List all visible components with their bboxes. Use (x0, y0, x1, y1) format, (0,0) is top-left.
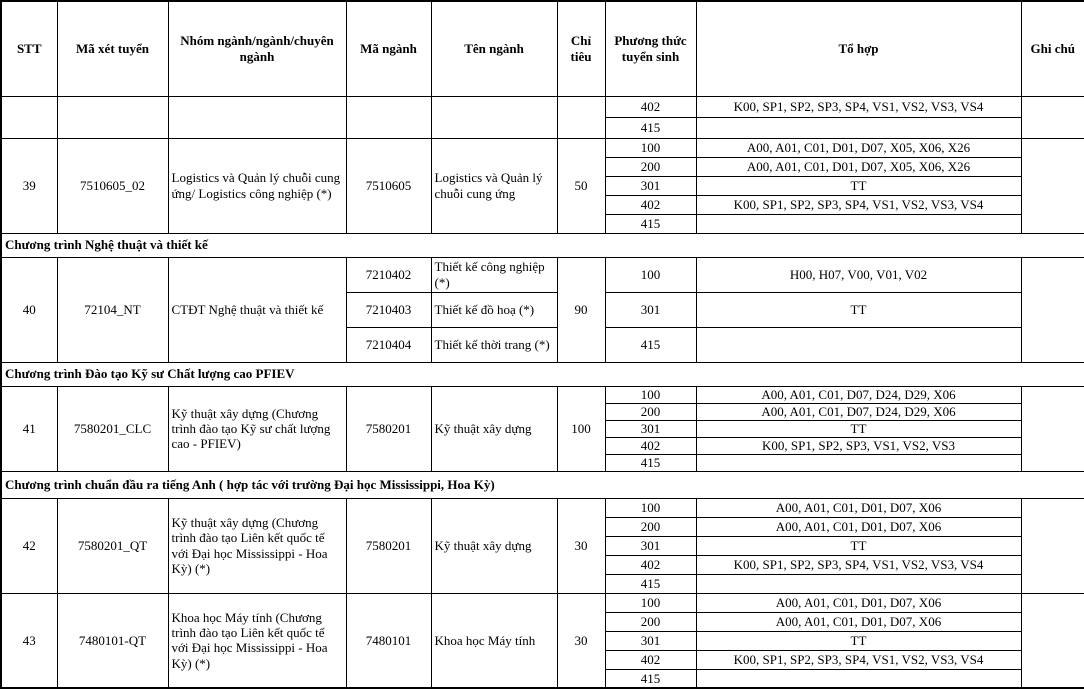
section-header-row (1, 471, 1084, 498)
cell-stt: 42 (1, 498, 57, 593)
cell-ten-nganh: Khoa học Máy tính (431, 593, 557, 688)
col-header-ma-xet-tuyen: Mã xét tuyển (57, 1, 168, 96)
cell-phuong-thuc: 402 (605, 96, 696, 117)
cell-ten-nganh-empty (431, 96, 557, 138)
cell-to-hop: A00, A01, C01, D01, D07, X06 (696, 517, 1021, 536)
col-header-ghi-chu: Ghi chú (1021, 1, 1084, 96)
cell-nhom-nganh: Khoa học Máy tính (Chương trình đào tạo Liên kết quốc tế với Đại học Mississippi - Hoa Kỳ) (*) (168, 593, 346, 688)
cell-to-hop: K00, SP1, SP2, SP3, SP4, VS1, VS2, VS3, VS4 (696, 650, 1021, 669)
section-header: Chương trình Nghệ thuật và thiết kế (1, 233, 1084, 257)
cell-to-hop (696, 454, 1021, 471)
cell-ghi-chu (1021, 498, 1084, 593)
cell-phuong-thuc: 100 (605, 386, 696, 403)
cell-nhom-nganh: Kỹ thuật xây dựng (Chương trình đào tạo Liên kết quốc tế với Đại học Mississippi - Hoa Kỳ) (*) (168, 498, 346, 593)
cell-phuong-thuc: 415 (605, 214, 696, 233)
cell-ghi-chu (1021, 593, 1084, 688)
cell-to-hop: K00, SP1, SP2, SP3, VS1, VS2, VS3 (696, 437, 1021, 454)
cell-to-hop: TT (696, 631, 1021, 650)
table-header-row (1, 1, 1084, 96)
cell-phuong-thuc: 200 (605, 403, 696, 420)
cell-stt: 43 (1, 593, 57, 688)
cell-phuong-thuc: 200 (605, 157, 696, 176)
cell-ma-xet-tuyen: 7480101-QT (57, 593, 168, 688)
table-row (1, 593, 1084, 612)
cell-phuong-thuc: 415 (605, 327, 696, 362)
cell-nhom-nganh: Kỹ thuật xây dựng (Chương trình đào tạo Kỹ sư chất lượng cao - PFIEV) (168, 386, 346, 471)
col-header-nhom-nganh: Nhóm ngành/ngành/chuyên ngành (168, 1, 346, 96)
cell-to-hop: TT (696, 420, 1021, 437)
cell-phuong-thuc: 100 (605, 138, 696, 157)
col-header-stt: STT (1, 1, 57, 96)
cell-to-hop: K00, SP1, SP2, SP3, SP4, VS1, VS2, VS3, VS4 (696, 555, 1021, 574)
cell-ma-nganh-empty (346, 96, 431, 138)
cell-phuong-thuc: 100 (605, 498, 696, 517)
cell-ma-xet-tuyen: 7580201_QT (57, 498, 168, 593)
table-row (1, 498, 1084, 517)
cell-ma-xet-tuyen: 7580201_CLC (57, 386, 168, 471)
table-row (1, 257, 1084, 292)
cell-to-hop: A00, A01, C01, D01, D07, X06 (696, 593, 1021, 612)
cell-ma-nganh: 7580201 (346, 498, 431, 593)
cell-ma-nganh: 7210403 (346, 292, 431, 327)
table-row (1, 138, 1084, 157)
cell-phuong-thuc: 301 (605, 536, 696, 555)
cell-ten-nganh: Thiết kế thời trang (*) (431, 327, 557, 362)
cell-phuong-thuc: 200 (605, 517, 696, 536)
cell-ma-nganh: 7210402 (346, 257, 431, 292)
cell-phuong-thuc: 415 (605, 117, 696, 138)
cell-chi-tieu-empty (557, 96, 605, 138)
table-row (1, 386, 1084, 403)
cell-ma-xet-tuyen-empty (57, 96, 168, 138)
cell-stt: 40 (1, 257, 57, 362)
cell-phuong-thuc: 402 (605, 650, 696, 669)
cell-to-hop: H00, H07, V00, V01, V02 (696, 257, 1021, 292)
cell-phuong-thuc: 415 (605, 454, 696, 471)
cell-ten-nganh: Kỹ thuật xây dựng (431, 498, 557, 593)
cell-ten-nganh: Logistics và Quản lý chuỗi cung ứng (431, 138, 557, 233)
cell-ghi-chu (1021, 96, 1084, 138)
cell-to-hop: A00, A01, C01, D01, D07, X05, X06, X26 (696, 157, 1021, 176)
section-header: Chương trình Đào tạo Kỹ sư Chất lượng cao PFIEV (1, 362, 1084, 386)
cell-phuong-thuc: 301 (605, 420, 696, 437)
cell-phuong-thuc: 200 (605, 612, 696, 631)
cell-to-hop (696, 117, 1021, 138)
cell-to-hop: A00, A01, C01, D07, D24, D29, X06 (696, 386, 1021, 403)
section-header: Chương trình chuẩn đầu ra tiếng Anh ( hợp tác với trường Đại học Mississippi, Hoa Kỳ) (1, 471, 1084, 498)
cell-phuong-thuc: 100 (605, 257, 696, 292)
cell-nhom-nganh: Logistics và Quản lý chuỗi cung ứng/ Logistics công nghiệp (*) (168, 138, 346, 233)
cell-to-hop: A00, A01, C01, D01, D07, X05, X06, X26 (696, 138, 1021, 157)
cell-to-hop: A00, A01, C01, D01, D07, X06 (696, 498, 1021, 517)
cell-phuong-thuc: 402 (605, 437, 696, 454)
col-header-to-hop: Tổ hợp (696, 1, 1021, 96)
cell-ma-nganh: 7510605 (346, 138, 431, 233)
cell-chi-tieu: 50 (557, 138, 605, 233)
cell-to-hop (696, 669, 1021, 688)
cell-stt: 39 (1, 138, 57, 233)
section-header-row (1, 233, 1084, 257)
cell-ghi-chu (1021, 138, 1084, 233)
cell-phuong-thuc: 100 (605, 593, 696, 612)
cell-ma-nganh: 7580201 (346, 386, 431, 471)
cell-phuong-thuc: 301 (605, 292, 696, 327)
cell-to-hop: TT (696, 176, 1021, 195)
cell-phuong-thuc: 415 (605, 574, 696, 593)
cell-to-hop: K00, SP1, SP2, SP3, SP4, VS1, VS2, VS3, VS4 (696, 96, 1021, 117)
cell-to-hop: A00, A01, C01, D07, D24, D29, X06 (696, 403, 1021, 420)
cell-phuong-thuc: 415 (605, 669, 696, 688)
cell-ten-nganh: Thiết kế công nghiệp (*) (431, 257, 557, 292)
cell-phuong-thuc: 301 (605, 176, 696, 195)
cell-chi-tieu: 30 (557, 498, 605, 593)
cell-ghi-chu (1021, 257, 1084, 362)
cell-ma-xet-tuyen: 7510605_02 (57, 138, 168, 233)
cell-to-hop (696, 214, 1021, 233)
table-row (1, 96, 1084, 117)
cell-chi-tieu: 90 (557, 257, 605, 362)
cell-to-hop (696, 574, 1021, 593)
section-header-row (1, 362, 1084, 386)
cell-stt: 41 (1, 386, 57, 471)
cell-nhom-nganh: CTĐT Nghệ thuật và thiết kế (168, 257, 346, 362)
cell-ghi-chu (1021, 386, 1084, 471)
cell-to-hop: A00, A01, C01, D01, D07, X06 (696, 612, 1021, 631)
cell-to-hop (696, 327, 1021, 362)
col-header-ten-nganh: Tên ngành (431, 1, 557, 96)
cell-ma-nganh: 7210404 (346, 327, 431, 362)
col-header-phuong-thuc: Phương thức tuyển sinh (605, 1, 696, 96)
cell-phuong-thuc: 402 (605, 555, 696, 574)
cell-stt-empty (1, 96, 57, 138)
cell-chi-tieu: 100 (557, 386, 605, 471)
cell-to-hop: K00, SP1, SP2, SP3, SP4, VS1, VS2, VS3, VS4 (696, 195, 1021, 214)
cell-nhom-nganh-empty (168, 96, 346, 138)
col-header-ma-nganh: Mã ngành (346, 1, 431, 96)
cell-ten-nganh: Kỹ thuật xây dựng (431, 386, 557, 471)
cell-ma-xet-tuyen: 72104_NT (57, 257, 168, 362)
cell-phuong-thuc: 402 (605, 195, 696, 214)
cell-to-hop: TT (696, 292, 1021, 327)
cell-chi-tieu: 30 (557, 593, 605, 688)
cell-phuong-thuc: 301 (605, 631, 696, 650)
cell-ten-nganh: Thiết kế đồ hoạ (*) (431, 292, 557, 327)
cell-to-hop: TT (696, 536, 1021, 555)
col-header-chi-tieu: Chỉ tiêu (557, 1, 605, 96)
cell-ma-nganh: 7480101 (346, 593, 431, 688)
